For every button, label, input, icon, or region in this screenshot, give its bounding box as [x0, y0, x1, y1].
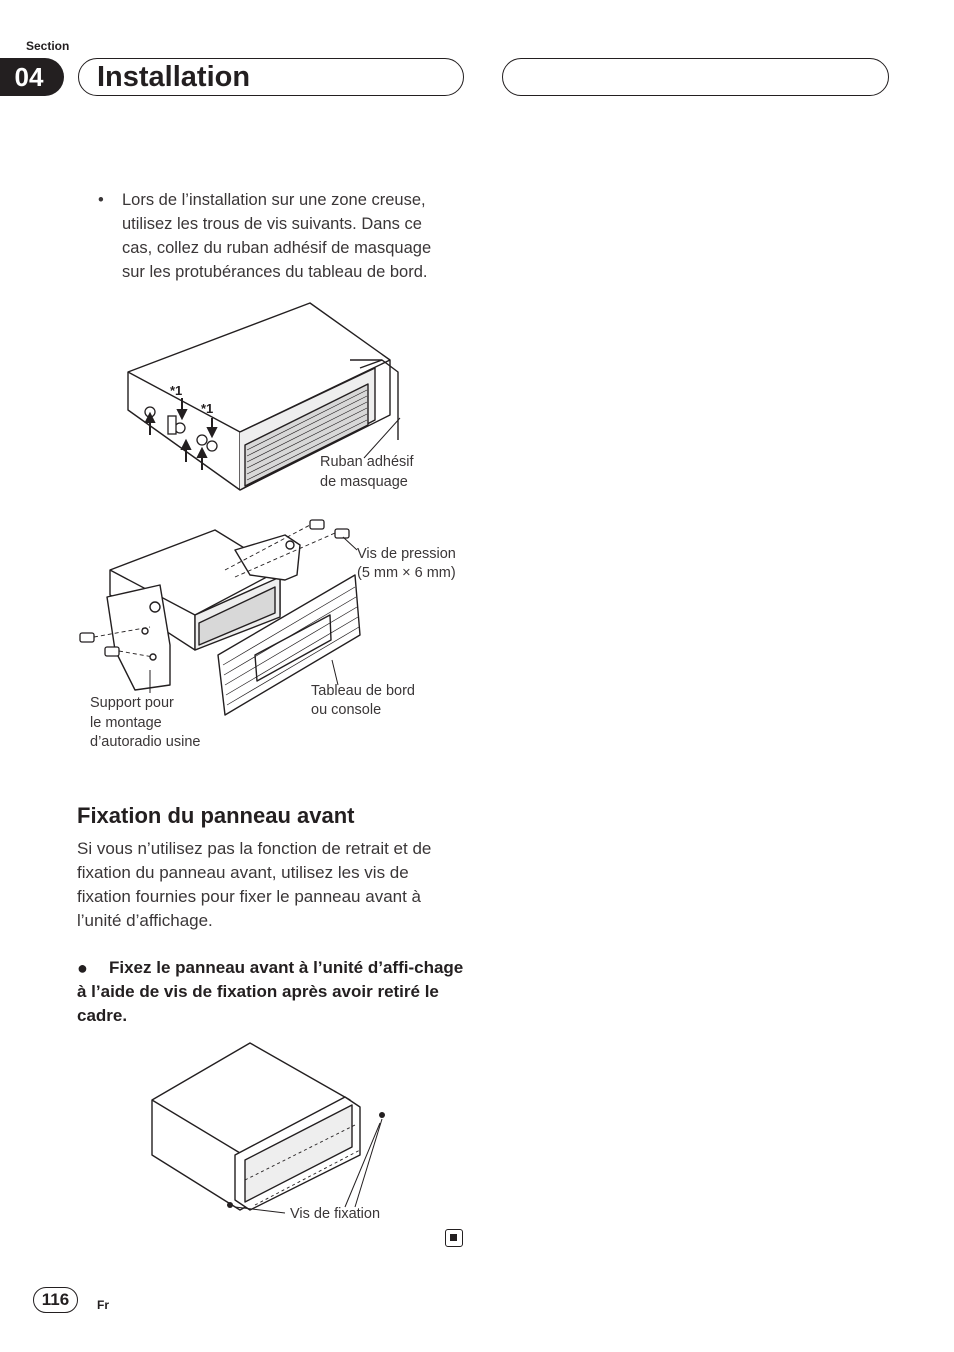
end-of-section-mark-icon [445, 1229, 463, 1247]
dashboard-label [309, 678, 439, 722]
bracket-label-line: Support pour [90, 695, 174, 711]
screw-icon [335, 529, 349, 538]
bracket-slot-icon [168, 416, 176, 434]
section-number-badge: 04 [0, 58, 64, 96]
bullet-line: utilisez les trous de vis suivants. Dans ce [122, 215, 422, 233]
bullet-symbol: • [98, 191, 104, 209]
screw-label-line: (5 mm × 6 mm) [357, 565, 456, 581]
page-number: 116 [33, 1287, 78, 1313]
intro-bullet-item [98, 188, 468, 284]
bracket-label-line: d’autoradio usine [90, 734, 201, 750]
mounting-bracket-left [107, 585, 170, 690]
screw-hole-icon [207, 441, 217, 451]
bullet-line: cas, collez du ruban adhésif de masquage [122, 239, 432, 257]
empty-header-box [502, 58, 889, 96]
fixing-screw-label [288, 1200, 398, 1224]
fixing-screw-icon [379, 1112, 385, 1118]
dashboard-label-line: ou console [311, 702, 382, 718]
fixing-screw-label-text: Vis de fixation [290, 1206, 381, 1222]
figure1-label [318, 448, 448, 494]
step-bullet-icon: ● [77, 958, 88, 978]
screw-label-line: Vis de pression [357, 546, 456, 562]
language-code: Fr [97, 1298, 109, 1312]
section-paragraph: Si vous n’utilisez pas la fonction de retrait et de fixation du panneau avant, utilisez les vis de fixation fournies pour fixer le panneau avant à l’unité d’affichage. [77, 839, 432, 930]
masking-tape-label-line: de masquage [320, 474, 408, 490]
page-title: Installation [97, 60, 251, 93]
section-label: Section [26, 39, 70, 53]
screw-label [355, 541, 470, 585]
screw-icon [80, 633, 94, 642]
marker-label: *1 [201, 401, 214, 416]
step-text: Fixez le panneau avant à l’unité d’affi-chage à l’aide de vis de fixation après avoir retiré le cadre. [77, 958, 464, 1025]
screw-icon [310, 520, 324, 529]
section-heading: Fixation du panneau avant [77, 803, 355, 828]
figure-front-panel-screws-diagram [140, 1035, 400, 1220]
bracket-label [88, 690, 228, 752]
masking-tape-label-line: Ruban adhésif [320, 454, 414, 470]
bracket-label-line: le montage [90, 715, 162, 731]
dashboard-label-line: Tableau de bord [311, 683, 415, 699]
screw-hole-icon [197, 435, 207, 445]
screw-icon [105, 647, 119, 656]
step-instruction [77, 956, 467, 1028]
bullet-line: Lors de l’installation sur une zone creuse, [122, 191, 426, 209]
fixing-screw-icon [227, 1202, 233, 1208]
bullet-line: sur les protubérances du tableau de bord. [122, 263, 428, 281]
section-title-box [78, 58, 464, 96]
marker-label: *1 [170, 383, 183, 398]
